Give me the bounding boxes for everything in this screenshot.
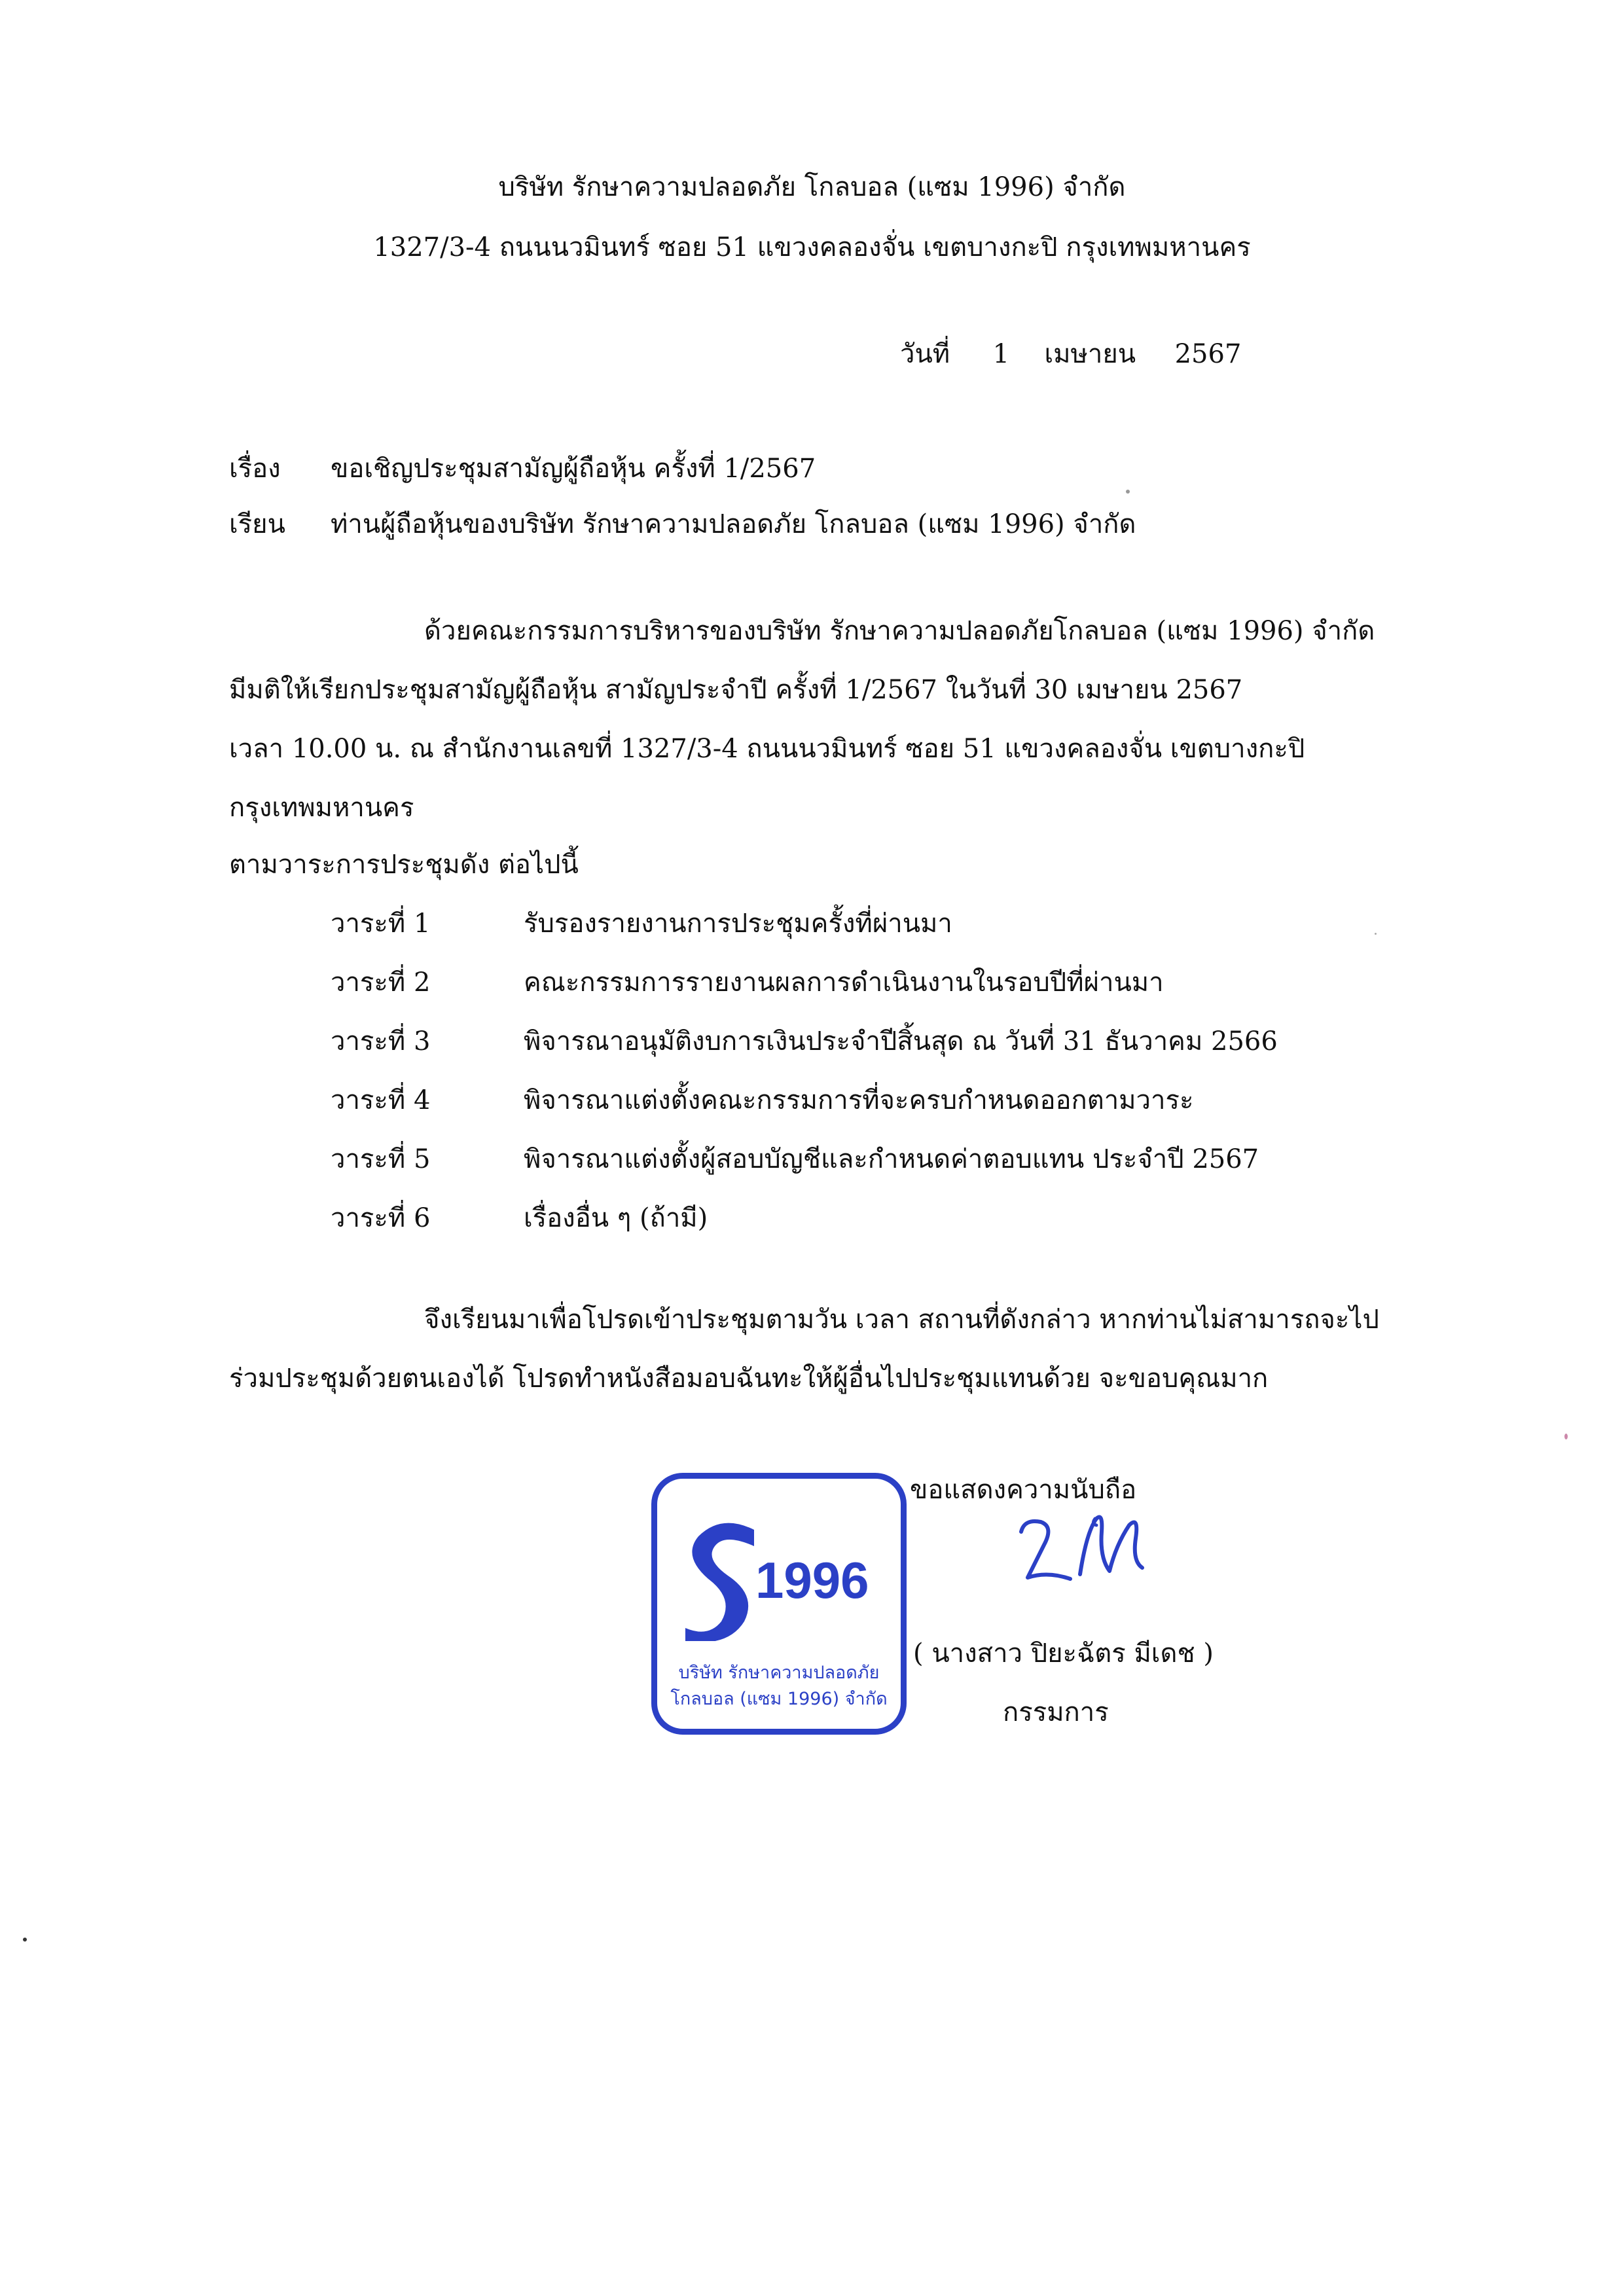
date-month: เมษายน <box>1044 339 1136 369</box>
company-stamp <box>651 1473 907 1735</box>
recipient-text: ท่านผู้ถือหุ้นของบริษัท รักษาความปลอดภัย โกลบอล (แซม 1996) จำกัด <box>331 509 1136 539</box>
date-day: 1 <box>992 339 1010 369</box>
stamp-text-line-2: โกลบอล (แซม 1996) จำกัด <box>670 1689 888 1709</box>
company-address: 1327/3-4 ถนนนวมินทร์ ซอย 51 แขวงคลองจั่น เขตบางกะปิ กรุงเทพมหานคร <box>373 232 1251 262</box>
scan-speck <box>1375 933 1377 935</box>
scan-speck <box>23 1938 27 1942</box>
subject-text: ขอเชิญประชุมสามัญผู้ถือหุ้น ครั้งที่ 1/2567 <box>331 454 816 484</box>
agenda-item-text: พิจารณาอนุมัติงบการเงินประจำปีสิ้นสุด ณ วันที่ 31 ธันวาคม 2566 <box>524 1026 1278 1057</box>
s-logo-icon <box>682 1517 761 1641</box>
agenda-item-label: วาระที่ 6 <box>331 1203 431 1233</box>
regards-text: ขอแสดงความนับถือ <box>910 1475 1137 1505</box>
agenda-item-label: วาระที่ 3 <box>331 1026 431 1057</box>
body-line-2: มีมติให้เรียกประชุมสามัญผู้ถือหุ้น สามัญประจำปี ครั้งที่ 1/2567 ในวันที่ 30 เมษายน 2567 <box>229 675 1243 705</box>
agenda-item-text: พิจารณาแต่งตั้งคณะกรรมการที่จะครบกำหนดออกตามวาระ <box>524 1085 1194 1115</box>
agenda-item-label: วาระที่ 1 <box>331 909 431 939</box>
recipient-label: เรียน <box>229 509 285 539</box>
agenda-item-label: วาระที่ 4 <box>331 1085 431 1115</box>
date-label: วันที่ <box>900 339 950 369</box>
subject-label: เรื่อง <box>229 454 281 484</box>
closing-line-2: ร่วมประชุมด้วยตนเองได้ โปรดทำหนังสือมอบฉันทะให้ผู้อื่นไปประชุมแทนด้วย จะขอบคุณมาก <box>229 1364 1269 1394</box>
scan-speck <box>1564 1434 1568 1439</box>
date-year: 2567 <box>1174 339 1242 369</box>
agenda-item-text: รับรองรายงานการประชุมครั้งที่ผ่านมา <box>524 909 952 939</box>
body-line-4: กรุงเทพมหานคร <box>229 793 414 823</box>
body-line-1: ด้วยคณะกรรมการบริหารของบริษัท รักษาความปลอดภัยโกลบอล (แซม 1996) จำกัด <box>424 616 1375 646</box>
agenda-item-label: วาระที่ 5 <box>331 1144 431 1174</box>
company-header: บริษัท รักษาความปลอดภัย โกลบอล (แซม 1996) จำกัด <box>498 172 1126 202</box>
agenda-intro: ตามวาระการประชุมดัง ต่อไปนี้ <box>229 850 579 880</box>
signer-position: กรรมการ <box>1003 1697 1109 1727</box>
closing-line-1: จึงเรียนมาเพื่อโปรดเข้าประชุมตามวัน เวลา สถานที่ดังกล่าว หากท่านไม่สามารถจะไป <box>424 1305 1379 1335</box>
body-line-3: เวลา 10.00 น. ณ สำนักงานเลขที่ 1327/3-4 ถนนนวมินทร์ ซอย 51 แขวงคลองจั่น เขตบางกะปิ <box>229 734 1305 764</box>
agenda-item-label: วาระที่ 2 <box>331 967 431 998</box>
signature <box>1018 1506 1162 1597</box>
agenda-item-text: พิจารณาแต่งตั้งผู้สอบบัญชีและกำหนดค่าตอบแทน ประจำปี 2567 <box>524 1144 1259 1174</box>
document-date <box>900 337 1241 371</box>
agenda-item-text: คณะกรรมการรายงานผลการดำเนินงานในรอบปีที่ผ่านมา <box>524 967 1164 998</box>
stamp-year: 1996 <box>755 1551 869 1609</box>
scan-speck <box>1126 490 1130 494</box>
signer-name: ( นางสาว ปิยะฉัตร มีเดช ) <box>913 1638 1214 1669</box>
stamp-text-line-1: บริษัท รักษาความปลอดภัย <box>678 1663 880 1683</box>
agenda-item-text: เรื่องอื่น ๆ (ถ้ามี) <box>524 1203 708 1233</box>
